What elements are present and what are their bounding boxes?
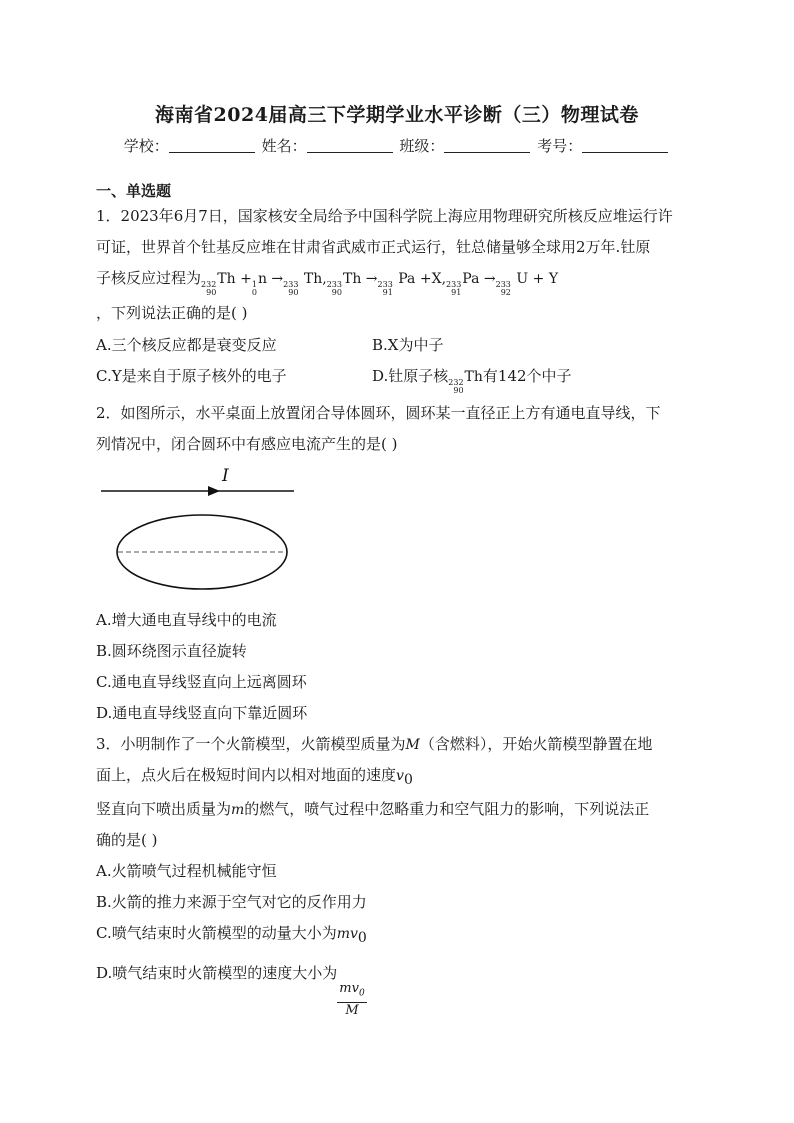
- q1-line-3-text: 子核反应过程为: [96, 269, 202, 287]
- q1-option-c[interactable]: C.Y是来自于原子核外的电子: [96, 367, 287, 385]
- student-info-row: [0, 135, 794, 156]
- section-title: 一、单选题: [96, 182, 172, 200]
- q1-option-a[interactable]: A.三个核反应都是衰变反应: [96, 336, 277, 354]
- q1-option-b[interactable]: B.X为中子: [372, 336, 444, 354]
- q1-line-2: 可证，世界首个钍基反应堆在甘肃省武威市正式运行，钍总储量够全球用2万年.钍原: [96, 238, 651, 256]
- number-label: 考号：: [537, 137, 583, 155]
- school-blank[interactable]: [169, 138, 255, 153]
- class-label: 班级：: [399, 137, 445, 155]
- q2-option-a[interactable]: A.增大通电直导线中的电流: [96, 611, 277, 629]
- q2-option-c[interactable]: C.通电直导线竖直向上远离圆环: [96, 673, 307, 691]
- q1-option-d[interactable]: D.钍原子核 232 90 Th有142个中子: [372, 367, 572, 395]
- q3-option-b[interactable]: B.火箭的推力来源于空气对它的反作用力: [96, 893, 367, 911]
- iso-th232: 232 90: [201, 280, 217, 297]
- q3-line-3: 竖直向下喷出质量为m的燃气，喷气过程中忽略重力和空气阻力的影响，下列说法正: [96, 800, 650, 818]
- q1-line-4: ，下列说法正确的是( ): [96, 304, 248, 322]
- name-blank[interactable]: [307, 138, 393, 153]
- q1-line-3: [96, 267, 558, 297]
- name-label: 姓名：: [261, 137, 307, 155]
- current-label: I: [222, 466, 229, 486]
- q3-option-a[interactable]: A.火箭喷气过程机械能守恒: [96, 862, 277, 880]
- q3-line-1: 3．小明制作了一个火箭模型，火箭模型质量为M（含燃料），开始火箭模型静置在地: [96, 735, 653, 753]
- q2-line-1: 2．如图所示，水平桌面上放置闭合导体圆环，圆环某一直径正上方有通电直导线，下: [96, 404, 661, 422]
- q2-option-b[interactable]: B.圆环绕图示直径旋转: [96, 642, 247, 660]
- q3-line-2: 面上，点火后在极短时间内以相对地面的速度$v_0$: [96, 766, 413, 788]
- q3-option-c[interactable]: C.喷气结束时火箭模型的动量大小为$mv_0$: [96, 924, 367, 946]
- q2-line-2: 列情况中，闭合圆环中有感应电流产生的是( ): [96, 435, 398, 453]
- velocity-fraction: $\frac{mv_0}{M}$: [339, 981, 365, 1018]
- number-blank[interactable]: [582, 138, 668, 153]
- nuclear-equation: 232 90 Th + 1 0 n → 233 90 Th, 233 90 Th → 233 91 Pa +X, 233 91 Pa → 233 92 U + Y: [201, 271, 559, 297]
- wire-ring-figure: [96, 462, 306, 597]
- class-blank[interactable]: [444, 138, 530, 153]
- q3-line-4: 确的是( ): [96, 831, 158, 849]
- current-arrow-icon: [208, 486, 220, 496]
- school-label: 学校：: [123, 137, 169, 155]
- q3-option-d[interactable]: D.喷气结束时火箭模型的速度大小为 $\frac{mv_0}{M}$: [96, 964, 365, 1018]
- page-title: 海南省2024届高三下学期学业水平诊断（三）物理试卷: [155, 104, 639, 126]
- q1-line-1: 1．2023年6月7日，国家核安全局给予中国科学院上海应用物理研究所核反应堆运行许: [96, 207, 673, 225]
- q2-option-d[interactable]: D.通电直导线竖直向下靠近圆环: [96, 704, 308, 722]
